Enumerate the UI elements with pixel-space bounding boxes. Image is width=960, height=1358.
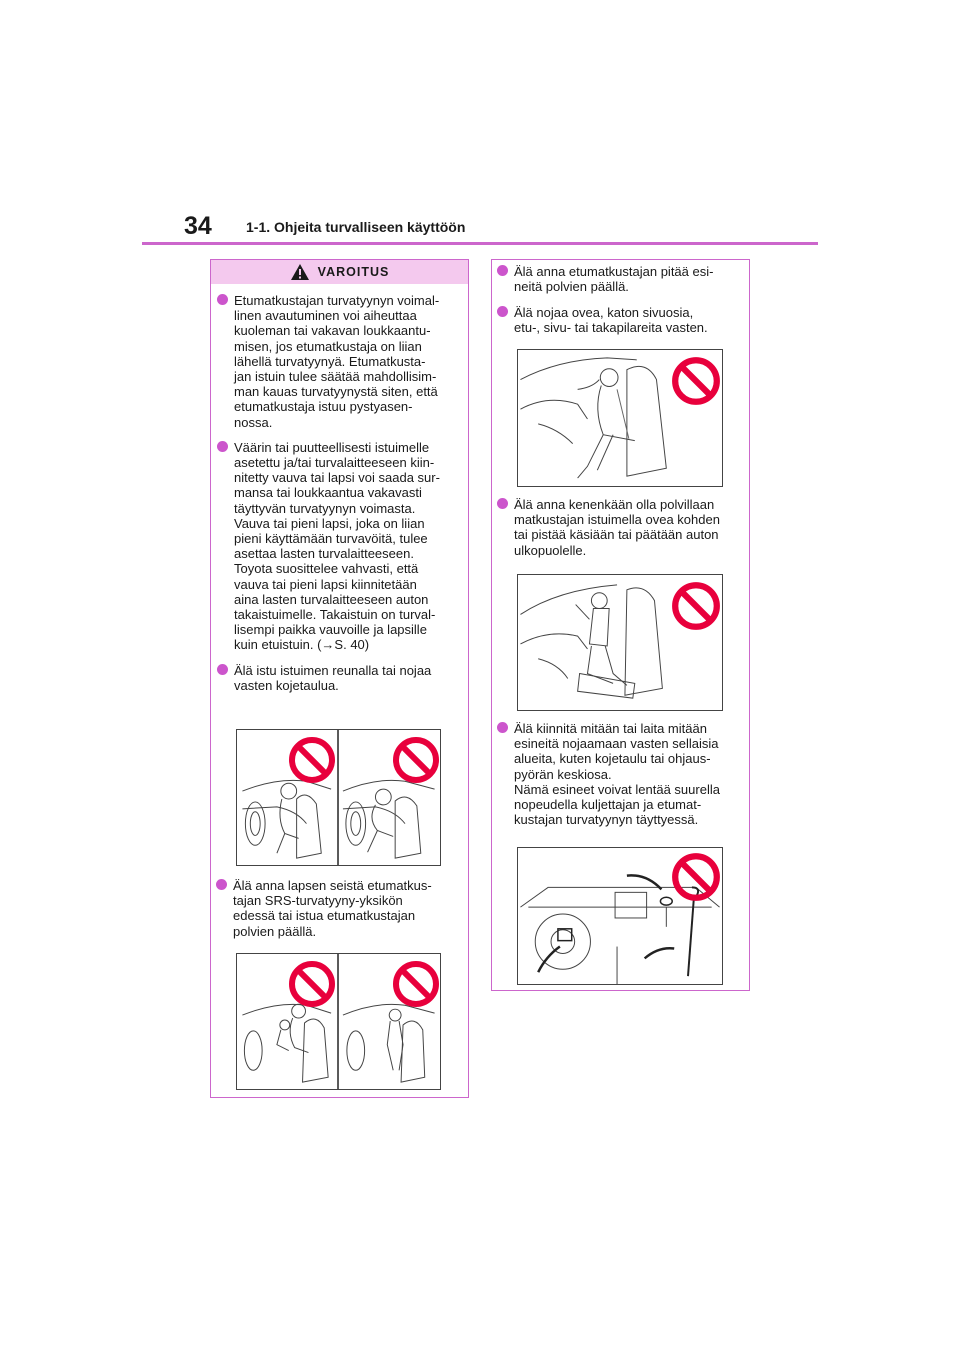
list-item-text: Älä istu istuimen reunalla tai nojaa vasten kojetaulua. bbox=[234, 662, 432, 693]
illustration-sitting-edge bbox=[236, 729, 441, 866]
list-item bbox=[497, 305, 759, 335]
bullet-icon bbox=[217, 441, 228, 452]
list-item-text: Etumatkustajan turvatyynyn voimal- linen avautuminen voi aiheuttaa kuoleman tai vakavan loukkaantu- misen, jos etumatkustaja on liian lähellä turvatyynyä. Etumatkusta- jan istuin tulee säätää mahdollisim- man kauas turvatyynystä siten, että etumatkustaja istuu pystyasen- nossa. bbox=[234, 293, 440, 430]
list-item-text: Älä nojaa ovea, katon sivuosia, etu-, sivu- tai takapilareita vasten. bbox=[514, 305, 708, 336]
prohibition-sign-icon bbox=[287, 735, 337, 785]
illustration-child-front bbox=[236, 953, 441, 1090]
bullet-icon bbox=[497, 265, 508, 276]
list-item-text: Älä anna lapsen seistä etumatkus- tajan SRS-turvatyyny-yksikön edessä tai istua etumatkustajan polvien päällä. bbox=[233, 878, 432, 939]
bullet-icon bbox=[497, 498, 508, 509]
bullet-icon bbox=[216, 879, 227, 890]
prohibition-sign-icon bbox=[391, 959, 441, 1009]
list-item bbox=[497, 264, 759, 294]
illustration-leaning-door bbox=[517, 349, 723, 487]
list-item bbox=[497, 721, 759, 827]
prohibition-sign-icon bbox=[287, 959, 337, 1009]
list-item bbox=[217, 663, 462, 693]
list-item-text: Älä anna etumatkustajan pitää esi- neitä polvien päällä. bbox=[514, 264, 714, 295]
warning-triangle-icon bbox=[290, 263, 310, 281]
list-item bbox=[216, 878, 473, 939]
list-item bbox=[217, 293, 462, 430]
bullet-icon bbox=[497, 306, 508, 317]
prohibition-sign-icon bbox=[670, 851, 722, 903]
illustration-kneeling-seat bbox=[517, 574, 723, 711]
list-item-text: Älä kiinnitä mitään tai laita mitään esineitä nojaamaan vasten sellaisia alueita, kuten kojetaulu tai ohjaus- pyörän keskiosa. Nämä esineet voivat lentää suurella nopeudella kuljettajan ja etumat- kustajan turvatyynyn täyttyessä. bbox=[514, 721, 720, 828]
prohibition-sign-icon bbox=[670, 355, 722, 407]
illustration-dashboard-objects bbox=[517, 847, 723, 985]
list-item bbox=[497, 497, 759, 558]
header-divider bbox=[142, 242, 818, 245]
bullet-icon bbox=[217, 294, 228, 305]
prohibition-sign-icon bbox=[670, 580, 722, 632]
section-title: 1-1. Ohjeita turvalliseen käyttöön bbox=[246, 219, 466, 235]
list-item bbox=[217, 440, 462, 653]
warning-header bbox=[211, 260, 468, 284]
prohibition-sign-icon bbox=[391, 735, 441, 785]
page-number: 34 bbox=[184, 212, 212, 240]
list-item-text: Väärin tai puutteellisesti istuimelle asetettu ja/tai turvalaitteeseen kiin- nitetty vauva tai lapsi voi saada sur- mansa tai loukkaantua vakavasti täyttyvän turvatyynyn voimasta. Vauva tai pieni lapsi, joka on liian pieni käyttämään turvavöitä, tulee asettaa lasten turvalaitteeseen. Toyota suosittelee vahvasti, että vauva tai pieni lapsi kiinnitetään aina lasten turvalaitteeseen auton takaistuimelle. Takaistuin on turval- lisempi paikka vauvoille ja lapsille kuin etuistuin. (→S. 40) bbox=[234, 439, 440, 653]
list-item-text: Älä anna kenenkään olla polvillaan matkustajan istuimella ovea kohden tai pistää käsiään tai päätään auton ulkopuolelle. bbox=[514, 497, 720, 558]
bullet-icon bbox=[497, 722, 508, 733]
bullet-icon bbox=[217, 664, 228, 675]
warning-label: VAROITUS bbox=[317, 265, 390, 279]
